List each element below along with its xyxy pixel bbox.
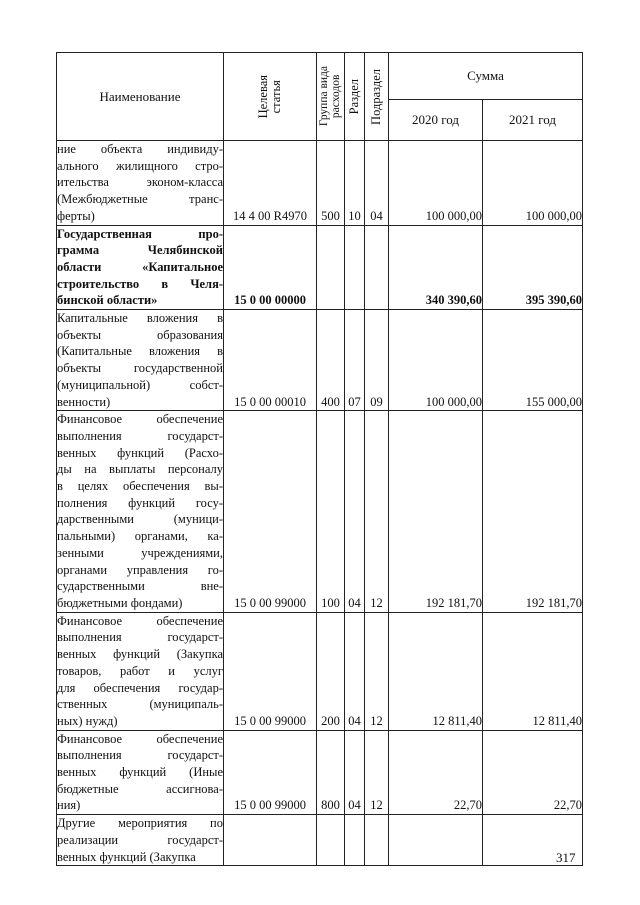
header-expense-group-line2: расходов — [330, 74, 343, 119]
row-name-line: ального жилищного стро- — [57, 158, 223, 173]
row-section: 04 — [345, 730, 365, 815]
header-subsection-label: Подраздел — [368, 68, 383, 125]
row-section: 07 — [345, 310, 365, 411]
row-section: 04 — [345, 411, 365, 612]
header-section-label: Раздел — [346, 78, 361, 115]
budget-table — [56, 52, 583, 866]
row-amount-2020: 100 000,00 — [389, 141, 483, 226]
row-name-line: Финансовое обеспечение — [57, 731, 223, 746]
row-name-line: ферты) — [57, 208, 95, 223]
row-name-line: выполнения государст- — [57, 748, 223, 763]
table-row — [57, 815, 583, 866]
header-sum: Сумма — [389, 53, 583, 100]
row-name-line: органами управления го- — [57, 562, 223, 577]
table-row — [57, 310, 583, 411]
row-name — [57, 225, 224, 310]
row-name-line: венных функций (Закупка — [57, 647, 223, 662]
row-name-line: реализации государст- — [57, 832, 223, 847]
row-name-line: венных функций (Закупка — [57, 849, 196, 864]
row-name-line: полнения функций госу- — [57, 495, 223, 510]
row-name-line: выполнения государст- — [57, 428, 223, 443]
header-expense-group — [317, 53, 345, 141]
row-name-line: ния) — [57, 798, 81, 813]
row-expense-group: 400 — [317, 310, 345, 411]
table-header — [57, 53, 583, 141]
row-name-line: (Капитальные вложения в — [57, 344, 223, 359]
row-expense-group: 200 — [317, 612, 345, 730]
header-subsection — [365, 53, 389, 141]
row-target-item: 15 0 00 99000 — [224, 730, 317, 815]
row-section: 10 — [345, 141, 365, 226]
row-name — [57, 612, 224, 730]
row-target-item: 15 0 00 00000 — [224, 225, 317, 310]
row-expense-group: 100 — [317, 411, 345, 612]
row-name-line: зенными учреждениями, — [57, 545, 223, 560]
row-subsection: 09 — [365, 310, 389, 411]
row-target-item: 15 0 00 00010 — [224, 310, 317, 411]
row-name — [57, 411, 224, 612]
row-expense-group: 500 — [317, 141, 345, 226]
row-section — [345, 815, 365, 866]
row-name — [57, 310, 224, 411]
row-name — [57, 730, 224, 815]
row-name-line: ние объекта индивиду- — [57, 142, 223, 156]
row-name-line: бюджетные ассигнова- — [57, 781, 223, 796]
row-target-item — [224, 815, 317, 866]
row-name-line: венности) — [57, 394, 111, 409]
row-amount-2021: 100 000,00 — [483, 141, 583, 226]
row-name-line: Капитальные вложения в — [57, 311, 223, 326]
row-name-line: Финансовое обеспечение — [57, 412, 223, 427]
row-name-line: ных) нужд) — [57, 713, 118, 728]
row-section — [345, 225, 365, 310]
row-expense-group: 800 — [317, 730, 345, 815]
row-name-line: ительства эконом-класса — [57, 175, 223, 190]
row-name-line: дарственными (муници- — [57, 512, 223, 527]
row-section: 04 — [345, 612, 365, 730]
table-row — [57, 411, 583, 612]
row-target-item: 15 0 00 99000 — [224, 612, 317, 730]
row-amount-2020: 22,70 — [389, 730, 483, 815]
header-name: Наименование — [57, 53, 224, 141]
header-target-item-line2: статья — [269, 79, 283, 114]
row-name-line: ственных (муниципаль- — [57, 697, 223, 712]
row-name-line: выполнения государст- — [57, 630, 223, 645]
row-amount-2021: 192 181,70 — [483, 411, 583, 612]
row-name-line: Финансовое обеспечение — [57, 613, 223, 628]
row-name-line: для обеспечения государ- — [57, 680, 223, 695]
row-expense-group — [317, 225, 345, 310]
row-name-line: объекты образования — [57, 327, 223, 342]
row-name-line: пальными) органами, ка- — [57, 529, 223, 544]
row-amount-2020: 12 811,40 — [389, 612, 483, 730]
row-name-line: области «Капитальное — [57, 259, 223, 274]
row-target-item: 14 4 00 R4970 — [224, 141, 317, 226]
row-amount-2021: 155 000,00 — [483, 310, 583, 411]
row-name-line: Государственная про- — [57, 226, 223, 241]
row-name-line: (Межбюджетные транс- — [57, 192, 223, 207]
table-row — [57, 141, 583, 226]
page-number: 317 — [556, 850, 576, 865]
row-subsection: 12 — [365, 411, 389, 612]
table-body — [57, 141, 583, 866]
row-name-line: товаров, работ и услуг — [57, 663, 223, 678]
table-row — [57, 225, 583, 310]
row-name-line: венных функций (Иные — [57, 765, 223, 780]
header-year-2020: 2020 год — [389, 100, 483, 141]
header-section — [345, 53, 365, 141]
row-target-item: 15 0 00 99000 — [224, 411, 317, 612]
row-name-line: грамма Челябинской — [57, 243, 223, 258]
row-name — [57, 815, 224, 866]
row-name-line: (муниципальной) собст- — [57, 377, 223, 392]
row-name-line: в целях обеспечения вы- — [57, 479, 223, 494]
row-name-line: бюджетными фондами) — [57, 595, 183, 610]
header-year-2021: 2021 год — [483, 100, 583, 141]
row-amount-2020: 340 390,60 — [389, 225, 483, 310]
row-amount-2020 — [389, 815, 483, 866]
row-subsection: 12 — [365, 612, 389, 730]
table-row — [57, 612, 583, 730]
row-name-line: объекты государственной — [57, 361, 223, 376]
header-expense-group-line1: Группа вида — [318, 66, 331, 127]
row-name-line: строительство в Челя- — [57, 276, 223, 291]
row-amount-2021: 395 390,60 — [483, 225, 583, 310]
row-amount-2020: 192 181,70 — [389, 411, 483, 612]
row-subsection — [365, 225, 389, 310]
row-expense-group — [317, 815, 345, 866]
row-amount-2021: 22,70 — [483, 730, 583, 815]
row-name-line: ды на выплаты персоналу — [57, 462, 223, 477]
row-subsection: 12 — [365, 730, 389, 815]
row-name-line: венных функций (Расхо- — [57, 445, 223, 460]
row-name-line: Другие мероприятия по — [57, 816, 223, 831]
row-amount-2021: 12 811,40 — [483, 612, 583, 730]
header-target-item-line1: Целевая — [255, 74, 270, 119]
row-name — [57, 141, 224, 226]
row-amount-2020: 100 000,00 — [389, 310, 483, 411]
row-subsection — [365, 815, 389, 866]
row-name-line: бинской области» — [57, 293, 158, 308]
table-row — [57, 730, 583, 815]
header-target-item — [224, 53, 317, 141]
row-subsection: 04 — [365, 141, 389, 226]
row-name-line: сударственными вне- — [57, 579, 223, 594]
